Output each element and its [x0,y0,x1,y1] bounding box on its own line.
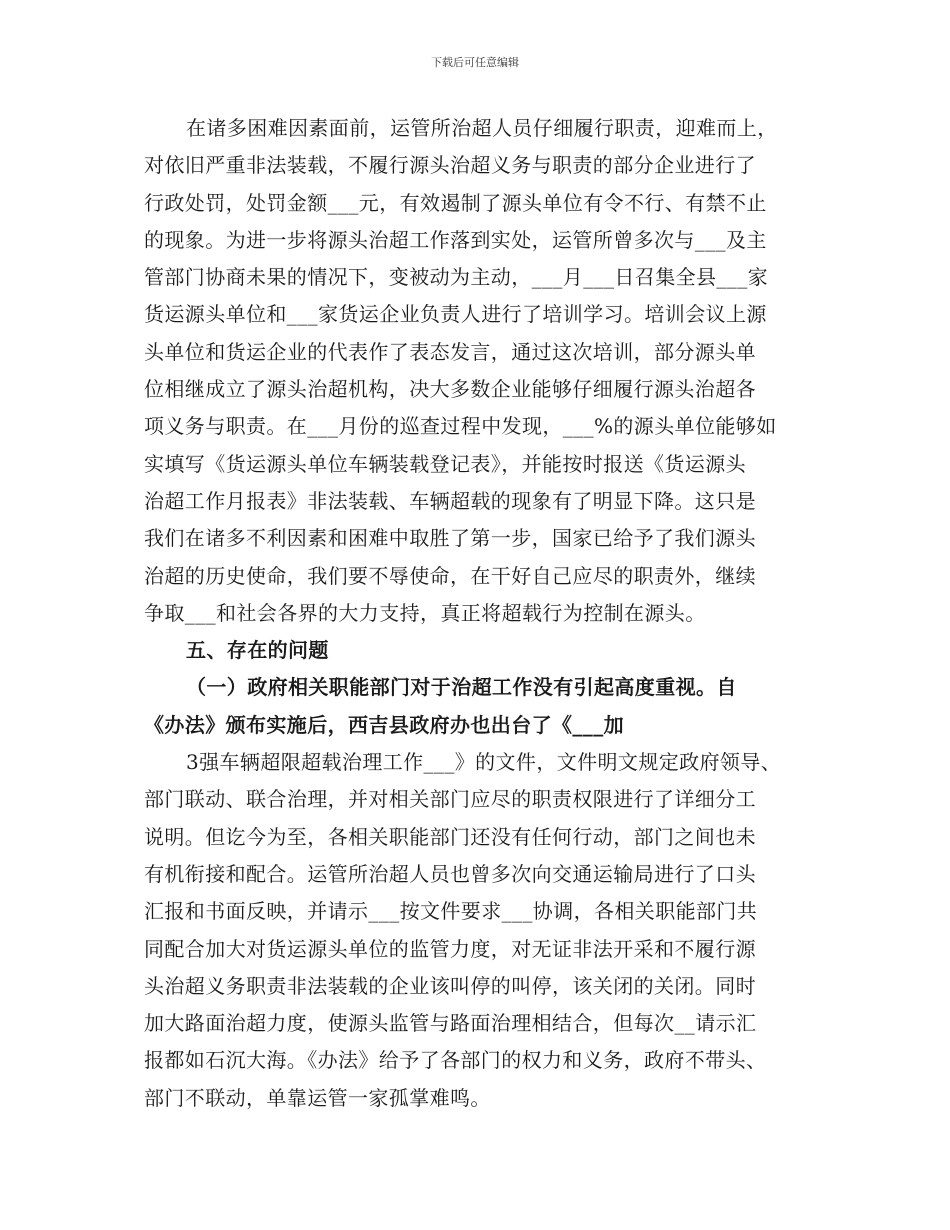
text-line: 实填写《货运源头单位车辆装载登记表》，并能按时报送《货运源头 [144,451,746,476]
text-line: 3强车辆超限超载治理工作___》的文件，文件明文规定政府领导、 [186,750,782,775]
text-line: 对依旧严重非法装载，不履行源头治超义务与职责的部分企业进行了 [144,153,756,178]
text-line: 同配合加大对货运源头单位的监管力度，对无证非法开采和不履行源 [144,936,756,961]
text-line: 位相继成立了源头治超机构，决大多数企业能够仔细履行源头治超各 [144,377,756,402]
text-line: 部门不联动，单靠运管一家孤掌难鸣。 [144,1085,491,1110]
text-line: 报都如石沉大海。《办法》给予了各部门的权力和义务，政府不带头、 [144,1048,767,1073]
paragraph-2 [144,744,814,1117]
text-line: 管部门协商未果的情况下，变被动为主动，___月___日召集全县___家 [144,265,768,290]
subheading-line: 《办法》颁布实施后，西吉县政府办也出台了《___加 [144,712,624,737]
text-line: 项义务与职责。在___月份的巡查过程中发现，___%的源头单位能够如 [144,414,777,439]
text-line: 治超工作月报表》非法装载、车辆超载的现象有了明显下降。这只是 [144,488,756,513]
subheading [144,669,814,744]
text-line: 在诸多困难因素面前，运管所治超人员仔细履行职责，迎难而上， [186,116,778,140]
text-line: 加大路面治超力度，使源头监管与路面治理相结合，但每次__请示汇 [144,1011,757,1036]
text-line: 争取___和社会各界的大力支持，真正将超载行为控制在源头。 [144,600,706,625]
text-line: 说明。但讫今为至，各相关职能部门还没有任何行动，部门之间也未 [144,824,756,849]
text-line: 头治超义务职责非法装载的企业该叫停的叫停，该关闭的关闭。同时 [144,973,756,998]
text-line: 头单位和货运企业的代表作了表态发言，通过这次培训，部分源头单 [144,339,756,364]
page-header: 下载后可任意编辑 [431,56,519,69]
text-line: 行政处罚，处罚金额___元，有效遏制了源头单位有令不行、有禁不止 [144,190,767,215]
text-line: 我们在诸多不利因素和困难中取胜了第一步，国家已给予了我们源头 [144,526,756,551]
text-line: 有机衔接和配合。运管所治超人员也曾多次向交通运输局进行了口头 [144,861,756,886]
subheading-line: （一）政府相关职能部门对于治超工作没有引起高度重视。自 [186,675,737,700]
paragraph-1 [144,110,814,632]
text-line: 的现象。为进一步将源头治超工作落到实处，运管所曾多次与___及主 [144,227,767,252]
text-line: 部门联动、联合治理，并对相关部门应尽的职责权限进行了详细分工 [144,787,756,812]
document-body [144,110,814,1117]
section-heading: 五、存在的问题 [186,638,329,663]
text-line: 货运源头单位和___家货运企业负责人进行了培训学习。培训会议上源 [144,302,767,327]
text-line: 治超的历史使命，我们要不辱使命，在干好自己应尽的职责外，继续 [144,563,756,588]
text-line: 汇报和书面反映，并请示___按文件要求___协调，各相关职能部门共 [144,899,758,924]
